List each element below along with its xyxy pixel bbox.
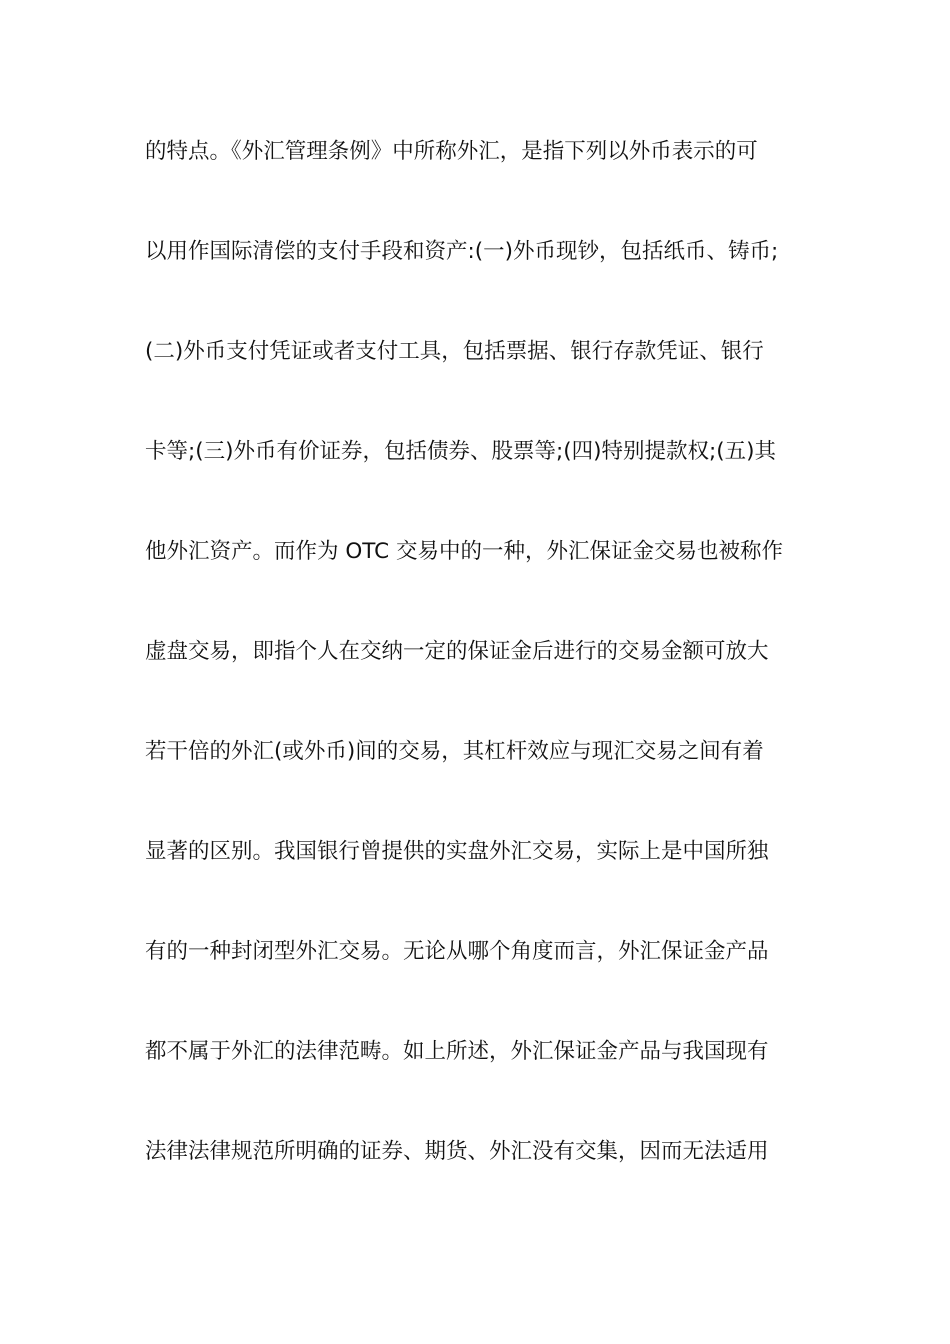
text-line: 虚盘交易，即指个人在交纳一定的保证金后进行的交易金额可放大 (145, 639, 769, 664)
text-line: 有的一种封闭型外汇交易。无论从哪个角度而言，外汇保证金产品 (145, 939, 769, 964)
text-line: 显著的区别。我国银行曾提供的实盘外汇交易，实际上是中国所独 (145, 839, 769, 864)
body-text (145, 128, 807, 1228)
text-line: 都不属于外汇的法律范畴。如上所述，外汇保证金产品与我国现有 (145, 1039, 769, 1064)
text-line: 以用作国际清偿的支付手段和资产:(一)外币现钞，包括纸币、铸币; (145, 239, 779, 264)
text-line: 卡等;(三)外币有价证券，包括债券、股票等;(四)特别提款权;(五)其 (145, 439, 777, 464)
text-line: 若干倍的外汇(或外币)间的交易，其杠杆效应与现汇交易之间有着 (145, 739, 764, 764)
text-line: (二)外币支付凭证或者支付工具，包括票据、银行存款凭证、银行 (145, 339, 764, 364)
text-line: 法律法律规范所明确的证券、期货、外汇没有交集，因而无法适用 (145, 1139, 769, 1164)
text-line: 的特点。《外汇管理条例》中所称外汇，是指下列以外币表示的可 (145, 139, 758, 164)
text-line: 他外汇资产。而作为 OTC 交易中的一种，外汇保证金交易也被称作 (145, 539, 783, 564)
